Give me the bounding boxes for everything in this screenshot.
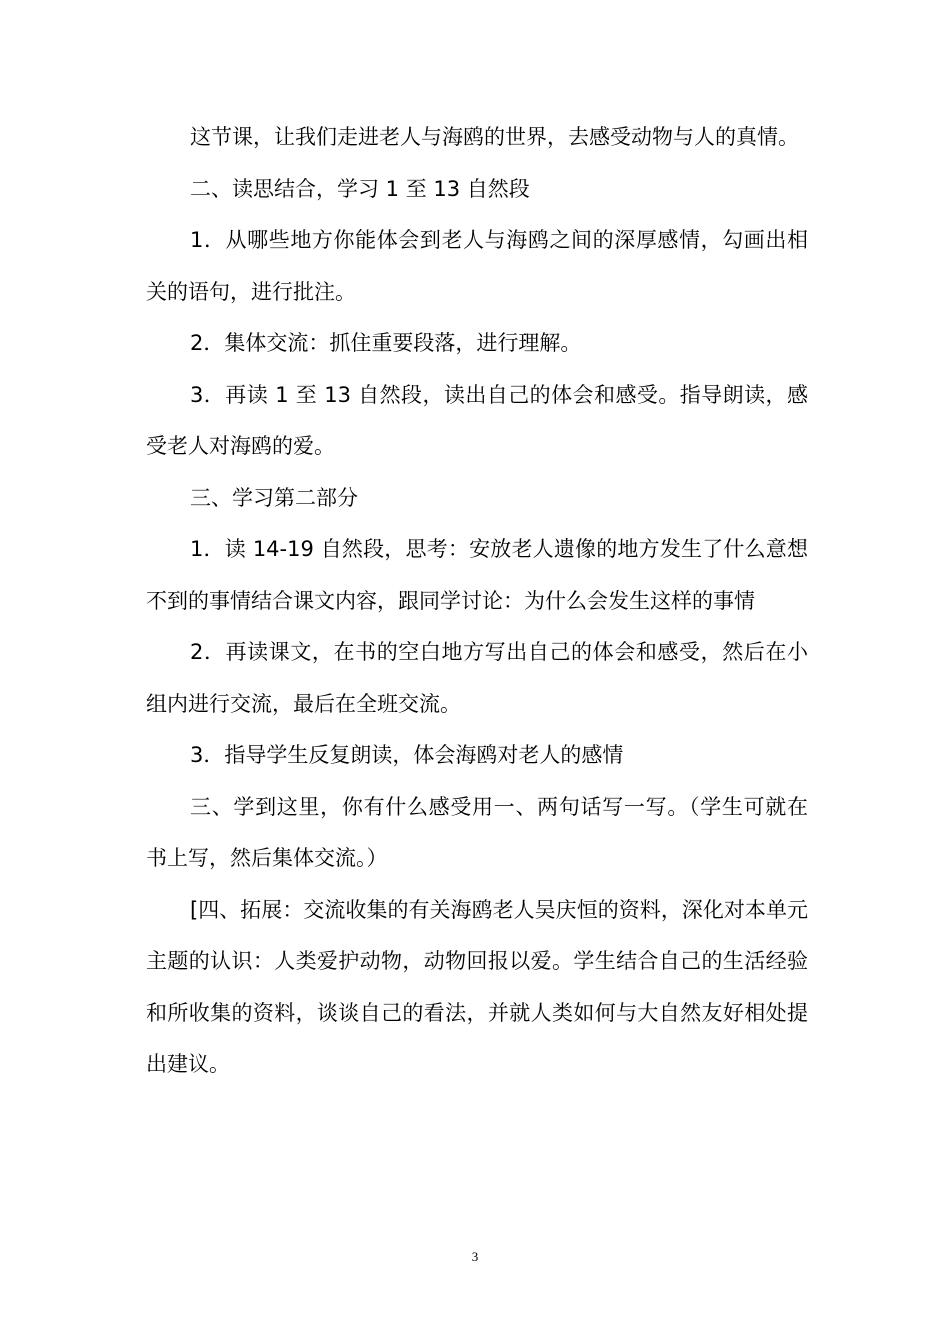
paragraph-item-2-3: 3．再读 1 至 13 自然段，读出自己的体会和感受。指导朗读，感受老人对海鸥的爱。 [146,382,808,458]
page-number: 3 [471,1249,479,1264]
paragraph-item-3-1: 1．读 14-19 自然段，思考：安放老人遗像的地方发生了什么意想不到的事情结合课文内容，跟同学讨论：为什么会发生这样的事情 [146,537,808,613]
paragraph-reflection: 三、学到这里，你有什么感受用一、两句话写一写。（学生可就在书上写，然后集体交流。） [146,794,808,870]
section-heading-3: 三、学习第二部分 [190,485,358,510]
paragraph-item-2-2: 2．集体交流：抓住重要段落，进行理解。 [190,331,582,355]
paragraph-item-2-1: 1．从哪些地方你能体会到老人与海鸥之间的深厚感情，勾画出相关的语句，进行批注。 [146,228,808,304]
document-body [146,112,808,1091]
paragraph-intro: 这节课，让我们走进老人与海鸥的世界，去感受动物与人的真情。 [190,125,799,149]
paragraph-item-3-3: 3．指导学生反复朗读，体会海鸥对老人的感情 [190,743,624,767]
paragraph-item-3-2: 2．再读课文，在书的空白地方写出自己的体会和感受，然后在小组内进行交流，最后在全班交流。 [146,640,808,716]
section-heading-2: 二、读思结合，学习 1 至 13 自然段 [190,176,530,201]
paragraph-extension: [四、拓展：交流收集的有关海鸥老人吴庆恒的资料，深化对本单元主题的认识：人类爱护动物，动物回报以爱。学生结合自己的生活经验和所收集的资料，谈谈自己的看法，并就人类如何与大自然友好相处提出建议。 [146,897,808,1076]
